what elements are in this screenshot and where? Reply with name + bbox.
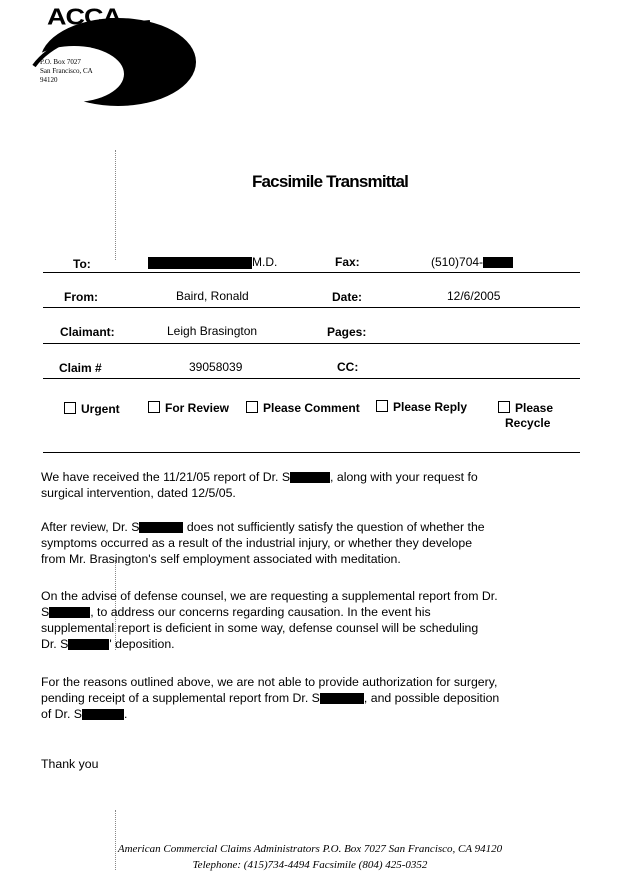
text-span: .: [124, 707, 128, 721]
text-span: of Dr. S: [41, 707, 83, 721]
text-line: [41, 706, 601, 722]
checkbox-box: [376, 400, 388, 412]
text-span: , along with your request fo: [330, 470, 478, 484]
text-span: Dr. S: [41, 637, 69, 651]
text-line: [41, 519, 601, 535]
checkbox-label: Please Comment: [263, 401, 360, 415]
logo-address-line: San Francisco, CA: [40, 67, 93, 75]
checkbox-box: [64, 402, 76, 414]
text-span: , and possible deposition: [363, 691, 500, 705]
body-paragraph: [41, 588, 601, 652]
text-span: After review, Dr. S: [41, 520, 140, 534]
fold-mark: [115, 150, 116, 260]
checkbox-label: Please Reply: [393, 400, 468, 414]
footer-address: American Commercial Claims Administrators P.O. Box 7027 San Francisco, CA 94120: [117, 843, 503, 855]
claimant-label: Claimant:: [60, 325, 115, 339]
claim-value: 39058039: [189, 360, 243, 374]
form-rule: [43, 307, 580, 308]
page-title: Facsimile Transmittal: [251, 172, 409, 191]
form-rule: [43, 272, 580, 273]
body-paragraph: [41, 674, 601, 722]
redaction-bar: [320, 693, 364, 704]
checkbox-label-continued: Recycle: [505, 416, 551, 430]
text-line: [41, 636, 601, 652]
checkbox-for-review[interactable]: [148, 401, 229, 415]
redaction-bar: [49, 607, 90, 618]
logo-address-line: P.O. Box 7027: [40, 58, 81, 66]
fax-value: [431, 255, 513, 269]
redaction-bar: [68, 639, 109, 650]
closing-text: Thank you: [41, 757, 99, 771]
text-line: symptoms occurred as a result of the industrial injury, or whether they develope: [41, 536, 473, 550]
text-line: supplemental report is deficient in some way, defense counsel will be scheduling: [41, 621, 479, 635]
logo-address-line: 94120: [40, 76, 58, 84]
text-span: , to address our concerns regarding causation. In the event his: [90, 605, 431, 619]
from-value: Baird, Ronald: [176, 289, 249, 303]
logo-wordmark: ACCA: [47, 4, 121, 30]
form-rule: [43, 378, 580, 379]
body-paragraph: [41, 469, 601, 501]
checkbox-box: [246, 401, 258, 413]
fax-label: Fax:: [335, 255, 360, 269]
text-line: [41, 469, 601, 485]
text-line: surgical intervention, dated 12/5/05.: [41, 486, 236, 500]
claim-label: Claim #: [59, 361, 102, 375]
redaction-bar: [82, 709, 124, 720]
claimant-value: Leigh Brasington: [167, 324, 258, 338]
text-line: For the reasons outlined above, we are not able to provide authorization for surgery,: [41, 675, 498, 689]
checkbox-urgent[interactable]: [64, 402, 120, 416]
form-rule: [43, 343, 580, 344]
pages-label: Pages:: [327, 325, 367, 339]
to-value-suffix: M.D.: [252, 255, 278, 269]
from-label: From:: [64, 290, 98, 304]
redaction-bar: [483, 257, 513, 268]
date-label: Date:: [332, 290, 363, 304]
checkbox-please-recycle[interactable]: [498, 401, 553, 415]
to-value: [148, 255, 277, 269]
text-line: [41, 690, 601, 706]
checkbox-box: [148, 401, 160, 413]
text-line: On the advise of defense counsel, we are requesting a supplemental report from Dr.: [41, 589, 498, 603]
fax-number: (510)704-: [431, 255, 484, 269]
body-paragraph: [41, 519, 601, 567]
text-span: does not sufficiently satisfy the question of whether the: [183, 520, 485, 534]
checkbox-label: Please: [515, 401, 554, 415]
text-span: S: [41, 605, 50, 619]
cc-label: CC:: [337, 360, 359, 374]
to-label: To:: [73, 257, 91, 271]
redaction-bar: [139, 522, 183, 533]
text-line: [41, 604, 601, 620]
checkbox-label: Urgent: [81, 402, 120, 416]
logo-address: [40, 58, 93, 85]
redaction-bar: [148, 257, 252, 269]
redaction-bar: [290, 472, 330, 483]
text-span: We have received the 11/21/05 report of Dr. S: [41, 470, 291, 484]
checkbox-label: For Review: [165, 401, 230, 415]
checkbox-please-reply[interactable]: [376, 400, 467, 414]
text-line: from Mr. Brasington's self employment associated with meditation.: [41, 552, 401, 566]
company-logo: [0, 0, 200, 130]
text-span: ' deposition.: [109, 637, 175, 651]
date-value: 12/6/2005: [447, 289, 501, 303]
form-rule: [43, 452, 580, 453]
footer-contact: Telephone: (415)734-4494 Facsimile (804) 425-0352: [192, 859, 428, 871]
checkbox-box: [498, 401, 510, 413]
checkbox-please-comment[interactable]: [246, 401, 360, 415]
text-span: pending receipt of a supplemental report from Dr. S: [41, 691, 320, 705]
